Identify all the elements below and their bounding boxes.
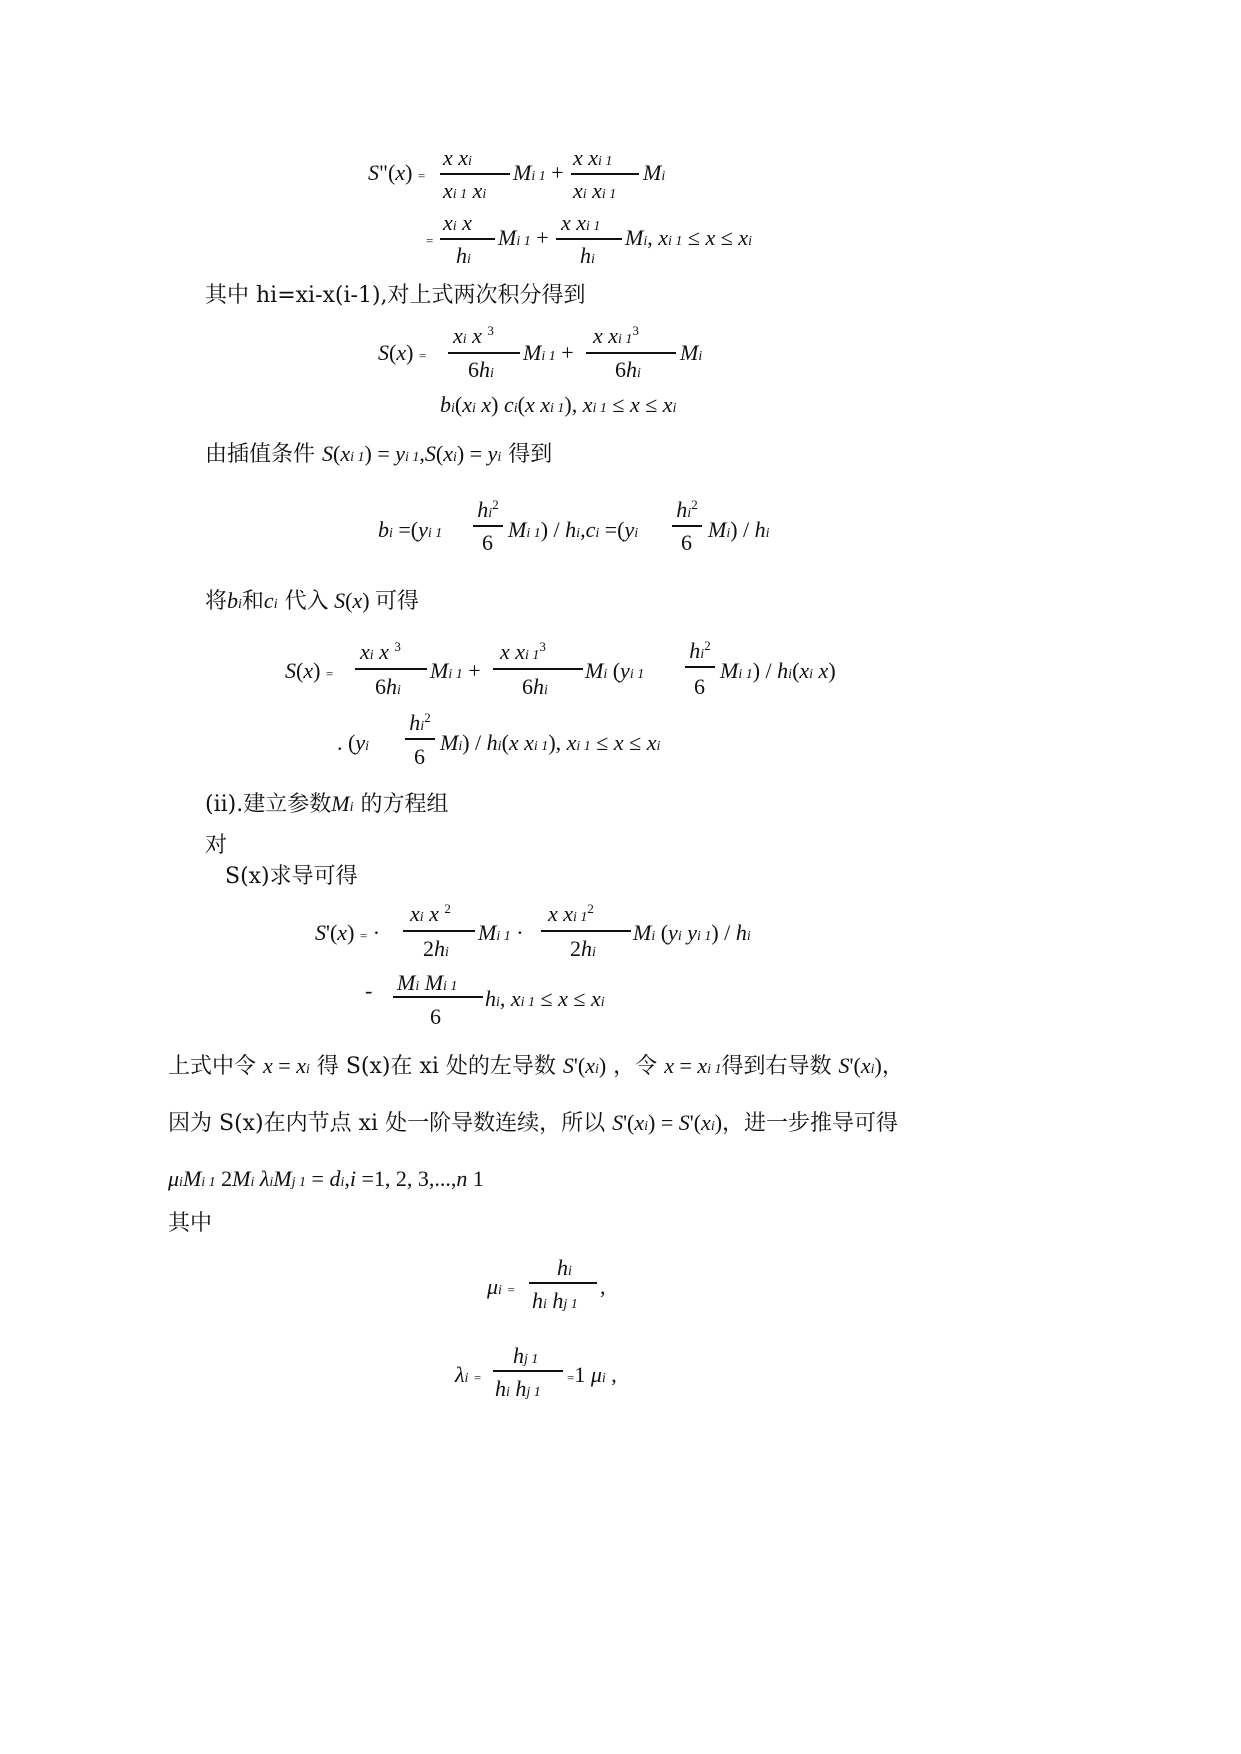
equation-s-prime: S'(x) = · xi x $^2$ 2hi Mi 1 · x xi $1^2$ 2hi Mi (yi yi 1) / hi - Mi Mi 1 6 hi, xi 1 ≤ x ≤ xi <box>315 901 751 1029</box>
text-continuity: 因为 S(x)在内节点 xi 处一阶导数连续，所以 S'(xi) = S'(xi)，进一步推导可得 <box>168 1110 899 1136</box>
text-derivative-intro: S(x)求导可得 <box>225 864 358 889</box>
equation-s-integrated: S(x) = xi x $^3$ 6hi Mi 1 + x xi $1^3$ 6hi Mi bi(xi x) ci(x xi 1), xi 1 ≤ x ≤ xi <box>378 323 703 417</box>
section-ii-heading: (ii).建立参数Mi 的方程组 <box>205 791 449 817</box>
equation-lambda: λi = hj 1 hi hj 1 =1 μi , <box>455 1343 617 1401</box>
equation-tridiagonal: μiMi 1 2Mi λiMj 1 = di,i =1, 2, 3,...,n 1 <box>168 1166 484 1191</box>
equation-s-full: S(x) = xi x $^3$ 6hi Mi 1 + x xi $1^3$ 6hi Mi (yi 1 $hi^2$ 6 Mi 1) / hi(xi x) . (yi $hi^2$ 6 Mi) / hi(x xi 1), xi 1 ≤ x ≤ xi <box>285 638 836 769</box>
equation-bi-ci: bi =(yi 1 $hi^2$ 6 Mi 1) / hi,ci =(yi $hi^2$ 6 Mi) / hi <box>378 497 770 555</box>
equation-s-double-prime: S"(x) = x xi xi 1 xi Mi 1 + x xi 1 xi xi 1 Mi = xi x hi Mi 1 + x xi 1 hi Mi, xi 1 ≤ x ≤ xi <box>368 145 752 268</box>
text-substitute: 将bi和ci 代入 S(x) 可得 <box>205 588 420 614</box>
text-left-right-derivative: 上式中令 x = xi 得 S(x)在 xi 处的左导数 S'(xi) ，令 x = xi 1得到右导数 S'(xi)， <box>168 1053 904 1079</box>
text-interp-condition: 由插值条件 S(xi 1) = yi 1,S(xi) = yi 得到 <box>205 441 553 467</box>
text-hi-definition: 其中 hi=xi-x(i-1),对上式两次积分得到 <box>205 283 586 308</box>
text-dui: 对 <box>205 833 228 858</box>
equation-mu: μi = hi hi hj 1 , <box>487 1255 606 1313</box>
text-qizhong: 其中 <box>168 1211 213 1236</box>
